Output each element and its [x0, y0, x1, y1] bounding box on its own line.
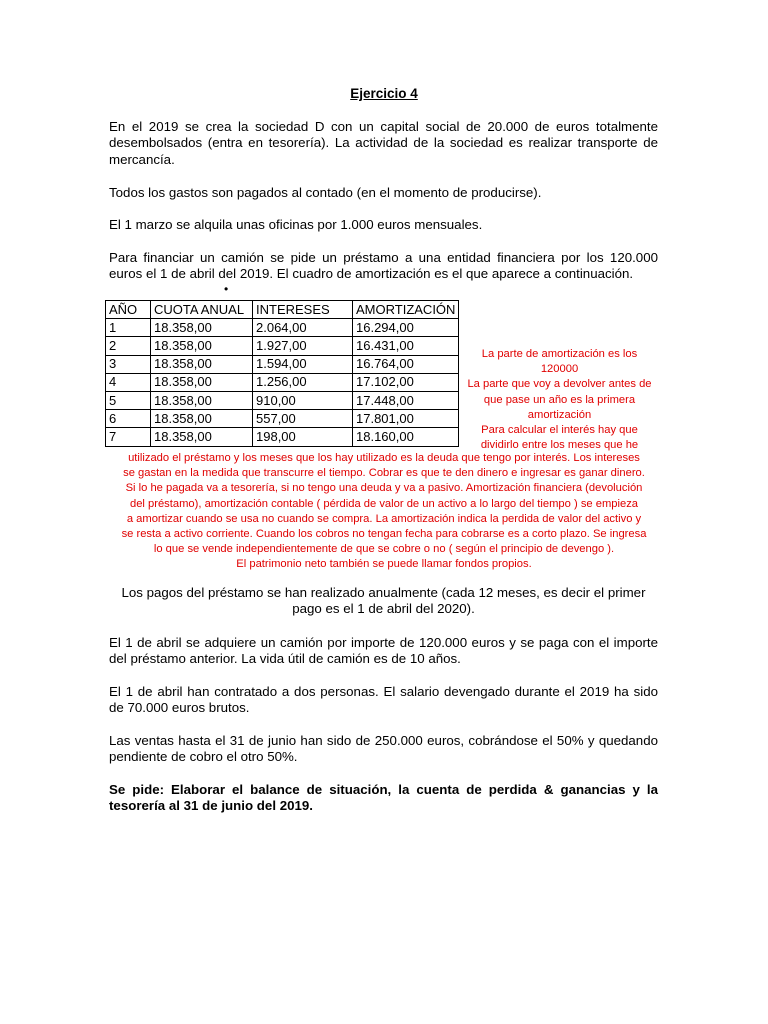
table-cell: 5: [106, 391, 151, 409]
paragraph-task: Se pide: Elaborar el balance de situación, la cuenta de perdida & ganancias y la tesorería al 31 de junio del 2019.: [109, 782, 658, 814]
paragraph-company-creation: En el 2019 se crea la sociedad D con un capital social de 20.000 de euros totalmente desembolsados (entra en tesorería). La actividad de la sociedad es realizar transporte de mercancía.: [109, 119, 658, 167]
table-cell: 4: [106, 373, 151, 391]
paragraph-loan-payments: Los pagos del préstamo se han realizado anualmente (cada 12 meses, es decir el primer pago es el 1 de abril del 2020).: [121, 585, 646, 617]
table-cell: 18.358,00: [151, 337, 253, 355]
annotation-line: Para calcular el interés hay que: [481, 424, 638, 437]
table-cell: 3: [106, 355, 151, 373]
exercise-title: Ejercicio 4: [350, 86, 418, 101]
table-cell: 18.358,00: [151, 373, 253, 391]
annotation-line: del préstamo), amortización contable ( pérdida de valor de un activo a lo largo del tiempo ) se empieza: [129, 497, 639, 510]
table-cell: 557,00: [253, 410, 353, 428]
table-cell: 2.064,00: [253, 319, 353, 337]
table-cell: 910,00: [253, 391, 353, 409]
table-row: [106, 355, 459, 373]
table-header-cell: CUOTA ANUAL: [151, 301, 253, 319]
table-header-cell: AÑO: [106, 301, 151, 319]
table-cell: 7: [106, 428, 151, 446]
annotation-line: dividirlo entre los meses que he: [480, 439, 639, 452]
annotation-line: se gastan en la medida que transcurre el tiempo. Cobrar es que te den dinero e ingresar es ganar dinero.: [123, 467, 645, 480]
table-cell: 17.102,00: [353, 373, 459, 391]
paragraph-loan: Para financiar un camión se pide un préstamo a una entidad financiera por los 120.000 euros el 1 de abril del 2019. El cuadro de amortización es el que aparece a continuación.: [109, 250, 658, 282]
annotation-line: 120000: [540, 363, 579, 376]
table-cell: 2: [106, 337, 151, 355]
annotation-line: se resta a activo corriente. Cuando los cobros no tengan fecha para cobrarse es a corto plazo. Se ingresa: [121, 528, 647, 541]
table-row: [106, 391, 459, 409]
paragraph-sales: Las ventas hasta el 31 de junio han sido de 250.000 euros, cobrándose el 50% y quedando pendiente de cobro el otro 50%.: [109, 733, 658, 765]
annotation-line: El patrimonio neto también se puede llamar fondos propios.: [236, 558, 532, 571]
paragraph-truck-purchase: El 1 de abril se adquiere un camión por importe de 120.000 euros y se paga con el importe del préstamo anterior. La vida útil de camión es de 10 años.: [109, 635, 658, 667]
table-cell: 198,00: [253, 428, 353, 446]
table-header-cell: INTERESES: [253, 301, 353, 319]
table-cell: 16.431,00: [353, 337, 459, 355]
table-cell: 16.764,00: [353, 355, 459, 373]
paragraph-office-rent: El 1 marzo se alquila unas oficinas por 1.000 euros mensuales.: [109, 217, 483, 232]
annotation-line: a amortizar cuando se usa no cuando se compra. La amortización indica la perdida de valor del activo y: [126, 512, 642, 525]
paragraph-hiring: El 1 de abril han contratado a dos personas. El salario devengado durante el 2019 ha sido de 70.000 euros brutos.: [109, 684, 658, 716]
table-cell: 18.358,00: [151, 319, 253, 337]
annotation-line: amortización: [527, 408, 592, 421]
table-row: [106, 319, 459, 337]
table-header-cell: AMORTIZACIÓN: [353, 301, 459, 319]
table-row: [106, 337, 459, 355]
table-cell: 18.358,00: [151, 355, 253, 373]
annotation-line: Si lo he pagada va a tesorería, si no tengo una deuda y va a pasivo. Amortización financiera (devolución: [125, 482, 643, 495]
table-cell: 18.358,00: [151, 428, 253, 446]
annotation-line: lo que se vende independientemente de que se cobre o no ( según el principio de devengo ).: [153, 543, 615, 556]
table-cell: 18.160,00: [353, 428, 459, 446]
table-cell: 1.927,00: [253, 337, 353, 355]
paragraph-expenses: Todos los gastos son pagados al contado (en el momento de producirse).: [109, 185, 542, 200]
table-cell: 18.358,00: [151, 391, 253, 409]
amortization-table: [105, 300, 459, 447]
table-cell: 17.448,00: [353, 391, 459, 409]
annotation-line: La parte que voy a devolver antes de: [467, 378, 652, 391]
annotation-side-note: [458, 347, 661, 453]
annotation-block-note: [108, 451, 660, 573]
stray-mark: •: [224, 282, 229, 296]
table-cell: 1.594,00: [253, 355, 353, 373]
table-row: [106, 428, 459, 446]
table-cell: 1.256,00: [253, 373, 353, 391]
table-header-row: [106, 301, 459, 319]
table-cell: 1: [106, 319, 151, 337]
table-row: [106, 373, 459, 391]
table-cell: 18.358,00: [151, 410, 253, 428]
annotation-line: utilizado el préstamo y los meses que los hay utilizado es la deuda que tengo por interés. Los intereses: [128, 452, 640, 464]
table-row: [106, 410, 459, 428]
annotation-line: que pase un año es la primera: [483, 393, 636, 406]
annotation-line: La parte de amortización es los: [481, 348, 638, 360]
table-cell: 16.294,00: [353, 319, 459, 337]
table-cell: 6: [106, 410, 151, 428]
table-cell: 17.801,00: [353, 410, 459, 428]
